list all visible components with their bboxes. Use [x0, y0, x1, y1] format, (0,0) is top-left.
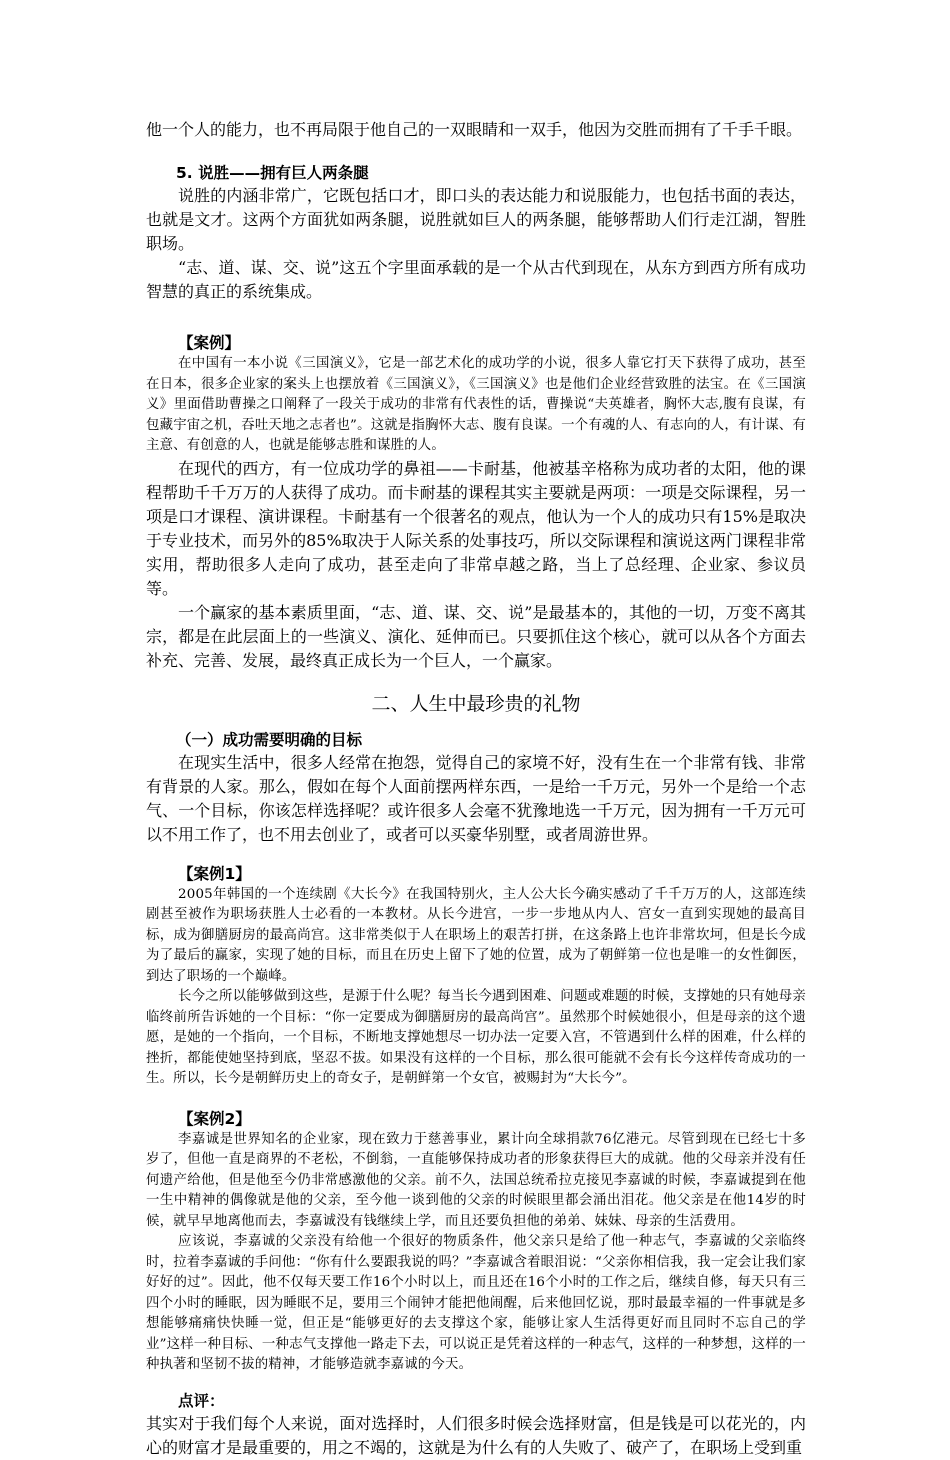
case1-label: 【案例1】 — [178, 864, 251, 883]
case2-paragraph-2: 应该说，李嘉诚的父亲没有给他一个很好的物质条件，他父亲只是给了他一种志气，李嘉诚的父亲临终时，拉着李嘉诚的手问他：“你有什么要跟我说的吗？”李嘉诚含着眼泪说：“父亲你相信我，我一定会让我们家好好的过”。因此，他不仅每天要工作16个小时以上，而且还在16个小时的工作之后，继续自修，每天只有三四个小时的睡眠，因为睡眠不足，要用三个闹钟才能把他闹醒，后来他回忆说，那时最最幸福的一件事就是多想能够痛痛快快睡一觉，但正是“能够更好的去支撑这个家，能够让家人生活得更好而且同时不忘自己的学业”这样一种目标、一种志气支撑他一路走下去，可以说正是凭着这样的一种志气，这样的一种梦想，这样的一种执著和坚韧不拔的精神，才能够造就李嘉诚的今天。 — [146, 1234, 806, 1372]
opening-line: 他一个人的能力，也不再局限于他自己的一双眼睛和一双手，他因为交胜而拥有了千手千眼。 — [146, 120, 803, 139]
case1-paragraph-2: 长今之所以能够做到这些，是源于什么呢？每当长今遇到困难、问题或难题的时候，支撑她的只有她母亲临终前所告诉她的一个目标：“你一定要成为御膳厨房的最高尚宫”。虽然那个时候她很小，但是母亲的这个遗愿，是她的一个指向，一个目标，不断地支撑她想尽一切办法一定要入宫，不管遇到什么样的困难，什么样的挫折，都能使她坚持到底，坚忍不拔。如果没有这样的一个目标，那么很可能就不会有长今这样传奇成功的一生。所以，长今是朝鲜历史上的奇女子，是朝鲜第一个女官，被赐封为“大长今”。 — [146, 989, 806, 1086]
section5-paragraph-1: 说胜的内涵非常广，它既包括口才，即口头的表达能力和说服能力，也包括书面的表达，也就是文才。这两个方面犹如两条腿，说胜就如巨人的两条腿，能够帮助人们行走江湖，智胜职场。 — [146, 186, 806, 253]
subsection-heading: （一）成功需要明确的目标 — [176, 730, 363, 749]
page-content — [146, 118, 806, 1460]
case-paragraph-2: 在现代的西方，有一位成功学的鼻祖——卡耐基，他被基辛格称为成功者的太阳，他的课程帮助千千万万的人获得了成功。而卡耐基的课程其实主要就是两项：一项是交际课程，另一项是口才课程、演讲课程。卡耐基有一个很著名的观点，他认为一个人的成功只有15%是取决于专业技术，而另外的85%取决于人际关系的处事技巧，所以交际课程和演说这两门课程非常实用，帮助很多人走向了成功，甚至走向了非常卓越之路，当上了总经理、企业家、参议员等。 — [146, 458, 806, 598]
case2-label: 【案例2】 — [178, 1109, 251, 1128]
case2-paragraph-1: 李嘉诚是世界知名的企业家，现在致力于慈善事业，累计向全球捐款76亿港元。尽管到现在已经七十多岁了，但他一直是商界的不老松，不倒翁，一直能够保持成功者的形象获得巨大的成就。他的父母亲并没有任何遗产给他，但是他至今仍非常感激他的父亲。前不久，法国总统希拉克接见李嘉诚的时候，李嘉诚提到在他一生中精神的偶像就是他的父亲，至今他一谈到他的父亲的时候眼里都会涌出泪花。他父亲是在他14岁的时候，就早早地离他而去，李嘉诚没有钱继续上学，而且还要负担他的弟弟、妹妹、母亲的生活费用。 — [146, 1131, 806, 1229]
subsection-paragraph-1: 在现实生活中，很多人经常在抱怨，觉得自己的家境不好，没有生在一个非常有钱、非常有背景的人家。那么，假如在每个人面前摆两样东西，一是给一千万元，另外一个是给一个志气、一个目标，你该怎样选择呢？或许很多人会毫不犹豫地选一千万元，因为拥有一千万元可以不用工作了，也不用去创业了，或者可以买豪华别墅，或者周游世界。 — [146, 752, 806, 844]
case-paragraph-1: 在中国有一本小说《三国演义》，它是一部艺术化的成功学的小说，很多人靠它打天下获得了成功，甚至在日本，很多企业家的案头上也摆放着《三国演义》，《三国演义》也是他们企业经营致胜的法宝。在《三国演义》里面借助曹操之口阐释了一段关于成功的非常有代表性的话，曹操说“夫英雄者，胸怀大志,腹有良谋，有包藏宇宙之机，吞吐天地之志者也”。这就是指胸怀大志、腹有良谋。一个有魂的人、有志向的人，有计谋、有主意、有创意的人，也就是能够志胜和谋胜的人。 — [146, 356, 806, 453]
comment-label: 点评： — [178, 1391, 225, 1410]
case1-paragraph-1: 2005年韩国的一个连续剧《大长今》在我国特别火，主人公大长今确实感动了千千万万的人，这部连续剧甚至被作为职场获胜人士必看的一本教材。从长今进宫，一步一步地从内人、宫女一直到实现她的最高目标，成为御膳厨房的最高尚宫。这非常类似于人在职场上的艰苦打拼，在这条路上也许非常坎坷，但是长今成为了最后的赢家，实现了她的目标，而且在历史上留下了她的位置，成为了朝鲜第一位也是唯一的女性御医，到达了职场的一个巅峰。 — [146, 886, 806, 984]
section-title: 二、人生中最珍贵的礼物 — [371, 692, 581, 715]
comment-paragraph: 其实对于我们每个人来说，面对选择时，人们很多时候会选择财富，但是钱是可以花光的，内心的财富才是最重要的，用之不竭的，这就是为什么有的人失败了、破产了，在职场上受到重 — [146, 1413, 806, 1457]
case-label: 【案例】 — [178, 334, 241, 352]
section5-paragraph-2: “志、道、谋、交、说”这五个字里面承载的是一个从古代到现在，从东方到西方所有成功智慧的真正的系统集成。 — [146, 258, 806, 301]
case-paragraph-3: 一个赢家的基本素质里面，“志、道、谋、交、说”是最基本的，其他的一切，万变不离其宗，都是在此层面上的一些演义、演化、延伸而已。只要抓住这个核心，就可以从各个方面去补充、完善、发展，最终真正成长为一个巨人，一个赢家。 — [146, 602, 806, 670]
section-heading-5: 5. 说胜——拥有巨人两条腿 — [176, 164, 369, 182]
